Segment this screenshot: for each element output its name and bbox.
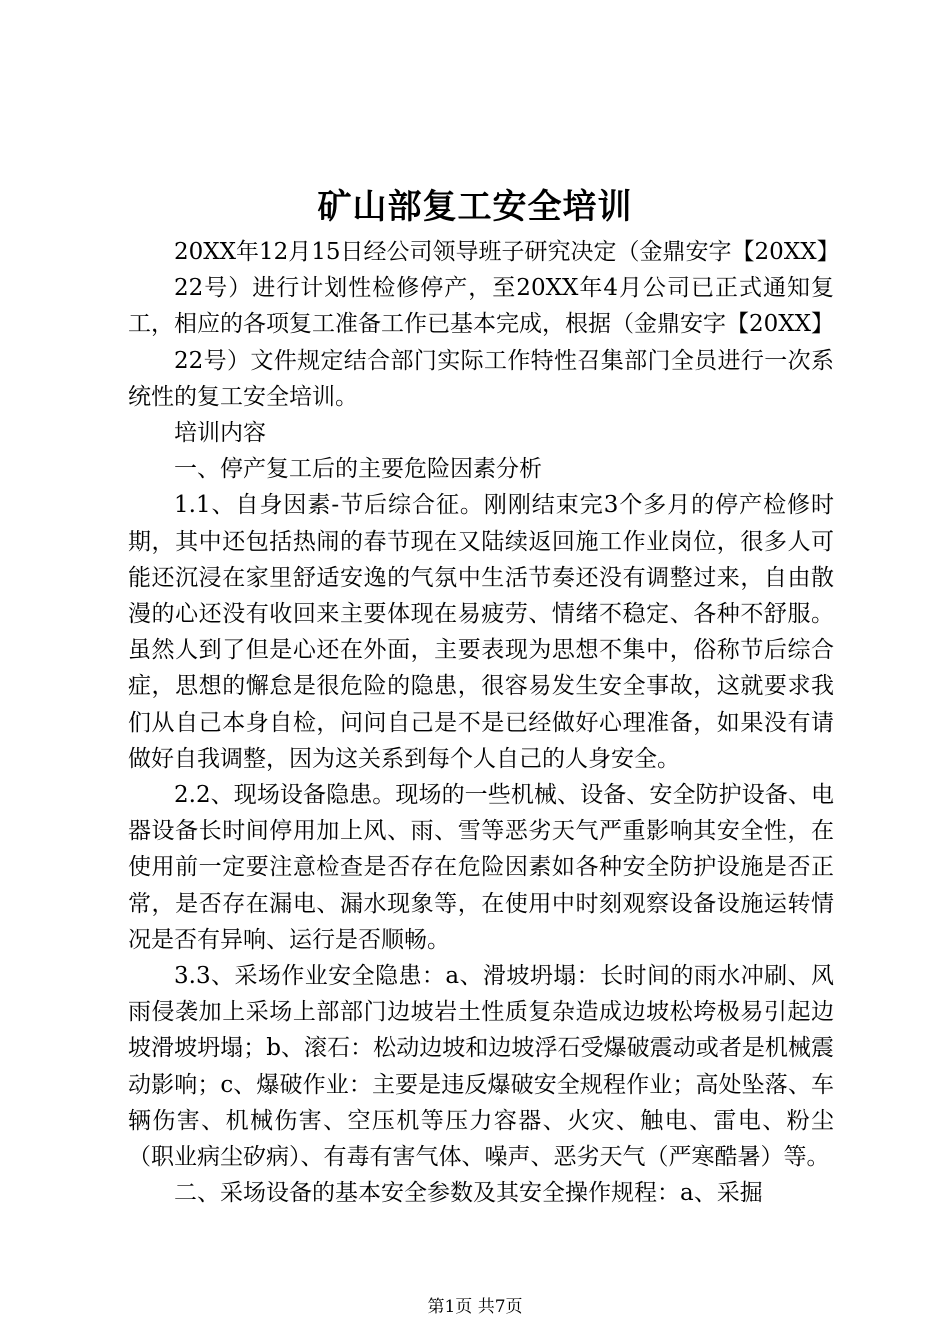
paragraph-equipment-hazards: 2.2、现场设备隐患。现场的一些机械、设备、安全防护设备、电器设备长时间停用加上风、雨、雪等恶劣天气严重影响其安全性，在使用前一定要注意检查是否存在危险因素如各种安全防护设施是否正常，是否存在漏电、漏水现象等，在使用中时刻观察设备设施运转情况是否有异响、运行是否顺畅。: [128, 782, 834, 953]
paragraph-personal-factors: 1.1、自身因素-节后综合征。刚刚结束完3个多月的停产检修时期，其中还包括热闹的春节现在又陆续返回施工作业岗位，很多人可能还沉浸在家里舒适安逸的气氛中生活节奏还没有调整过来，自由散漫的心还没有收回来主要体现在易疲劳、情绪不稳定、各种不舒服。虽然人到了但是心还在外面，主要表现为思想不集中，俗称节后综合症，思想的懈怠是很危险的隐患，很容易发生安全事故，这就要求我们从自己本身自检，问问自己是不是已经做好心理准备，如果没有请做好自我调整，因为这关系到每个人自己的人身安全。: [128, 492, 834, 772]
heading-hazard-analysis: 一、停产复工后的主要危险因素分析: [174, 456, 542, 483]
paragraph-decision: 20XX年12月15日经公司领导班子研究决定（金鼎安字【20XX】: [174, 239, 840, 265]
heading-training-content: 培训内容: [174, 420, 266, 447]
page-indicator: 第1页 共7页: [427, 1297, 523, 1317]
document-title: 矿山部复工安全培训: [317, 187, 633, 227]
heading-equipment-parameters: 二、采场设备的基本安全参数及其安全操作规程：a、采掘: [174, 1180, 763, 1207]
paragraph-quarry-hazards: 3.3、采场作业安全隐患：a、滑坡坍塌：长时间的雨水冲刷、风雨侵袭加上采场上部部门边坡岩土性质复杂造成边坡松垮极易引起边坡滑坡坍塌；b、滚石：松动边坡和边坡浮石受爆破震动或者是机械震动影响；c、爆破作业：主要是违反爆破安全规程作业；高处坠落、车辆伤害、机械伤害、空压机等压力容器、火灾、触电、雷电、粉尘（职业病尘矽病）、有毒有害气体、噪声、恶劣天气（严寒酷暑）等。: [128, 963, 834, 1171]
document-body: [128, 234, 840, 1211]
paragraph-resumption-notice: 22号）进行计划性检修停产，至20XX年4月公司已正式通知复工，相应的各项复工准备工作已基本完成，根据（金鼎安字【20XX】: [128, 275, 835, 338]
paragraph-training-purpose: 22号）文件规定结合部门实际工作特性召集部门全员进行一次系统性的复工安全培训。: [128, 347, 834, 410]
